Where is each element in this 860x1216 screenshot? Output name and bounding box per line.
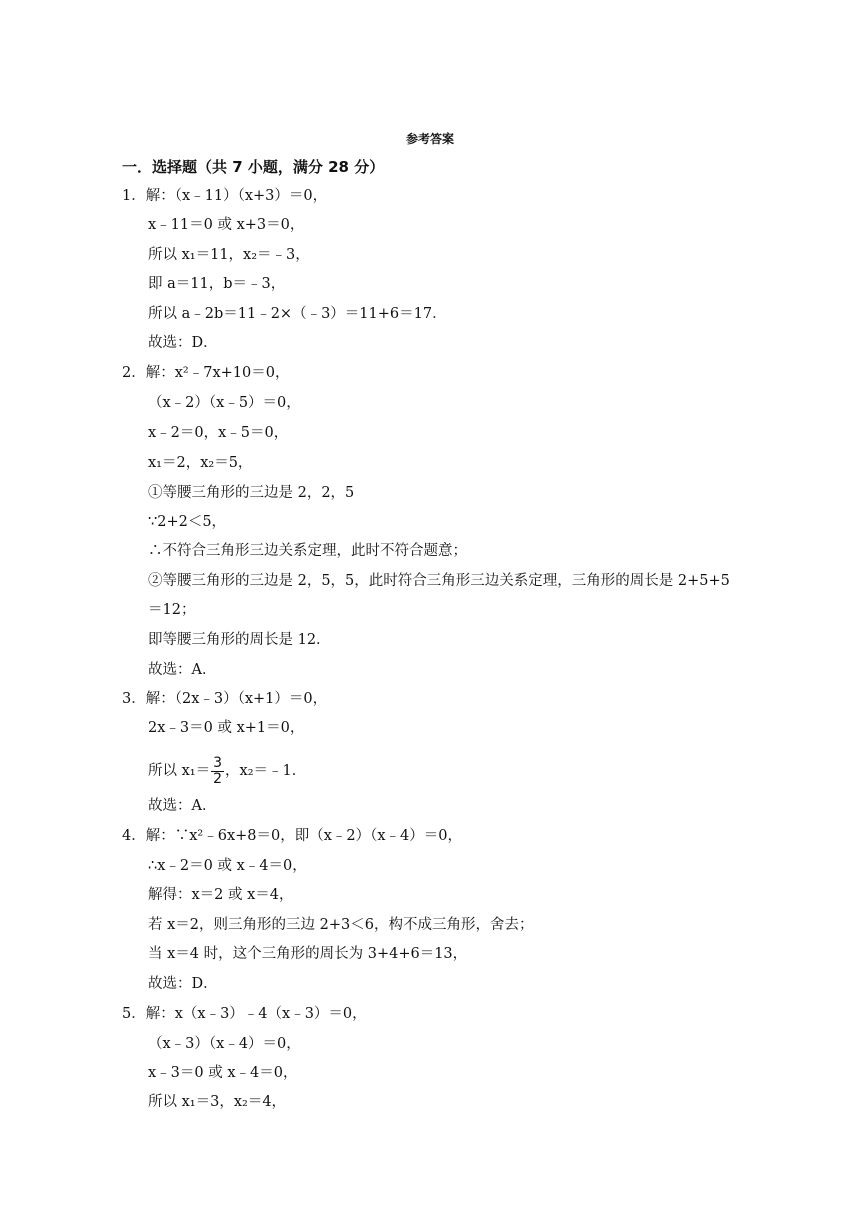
q4-line-4: 若 x＝2，则三角形的三边 2+3＜6，构不成三角形，舍去； bbox=[148, 917, 534, 933]
q1-line-3: 所以 x₁＝11，x₂＝﹣3， bbox=[148, 247, 310, 263]
q2-line-1: 2．解：x²﹣7x+10＝0， bbox=[122, 365, 290, 381]
q2-line-6: ∵2+2＜5， bbox=[148, 514, 227, 530]
q4-line-3: 解得：x＝2 或 x＝4， bbox=[148, 887, 294, 903]
q4-line-1: 4．解：∵x²﹣6x+8＝0，即（x﹣2）（x﹣4）＝0， bbox=[122, 828, 462, 844]
q4-line-5: 当 x＝4 时，这个三角形的周长为 3+4+6＝13， bbox=[148, 946, 468, 962]
q5-line-3: x﹣3＝0 或 x﹣4＝0， bbox=[148, 1065, 298, 1081]
q2-line-10: 即等腰三角形的周长是 12． bbox=[148, 632, 331, 648]
fraction-denominator: 2 bbox=[213, 770, 223, 787]
q5-line-4: 所以 x₁＝3，x₂＝4， bbox=[148, 1094, 287, 1110]
q2-line-7: ∴不符合三角形三边关系定理，此时不符合题意； bbox=[148, 543, 467, 559]
q1-line-6: 故选：D． bbox=[148, 335, 218, 351]
q2-line-4: x₁＝2，x₂＝5， bbox=[148, 455, 253, 471]
q1-line-1: 1．解：（x﹣11）（x+3）＝0， bbox=[122, 188, 328, 204]
fraction bbox=[211, 756, 224, 787]
q3-line-3-suffix: ，x₂＝﹣1． bbox=[225, 763, 307, 779]
page-title: 参考答案 bbox=[405, 132, 454, 146]
q1-line-5: 所以 a﹣2b＝11﹣2×（﹣3）＝11+6＝17． bbox=[148, 306, 447, 322]
q2-line-9: ＝12； bbox=[148, 602, 196, 618]
q1-line-2: x﹣11＝0 或 x+3＝0， bbox=[148, 217, 305, 233]
q1-line-4: 即 a＝11，b＝﹣3， bbox=[148, 276, 286, 292]
section-heading: 一．选择题（共 7 小题，满分 28 分） bbox=[122, 158, 385, 176]
q5-line-1: 5．解：x（x﹣3）﹣4（x﹣3）＝0， bbox=[122, 1006, 367, 1022]
fraction-numerator: 3 bbox=[213, 754, 223, 771]
q3-line-1: 3．解：（2x﹣3）（x+1）＝0， bbox=[122, 691, 328, 707]
q3-line-3-prefix: 所以 x₁＝ bbox=[148, 763, 211, 779]
q3-line-4: 故选：A． bbox=[148, 798, 217, 814]
q2-line-11: 故选：A． bbox=[148, 662, 217, 678]
q2-line-2: （x﹣2）（x﹣5）＝0， bbox=[148, 395, 301, 411]
q4-line-2: ∴x﹣2＝0 或 x﹣4＝0， bbox=[148, 858, 307, 874]
q2-line-3: x﹣2＝0，x﹣5＝0， bbox=[148, 425, 289, 441]
q3-line-3 bbox=[148, 754, 306, 788]
q4-line-6: 故选：D． bbox=[148, 976, 218, 992]
q2-line-8: ②等腰三角形的三边是 2，5，5，此时符合三角形三边关系定理，三角形的周长是 2+5+5 bbox=[148, 573, 730, 589]
q2-line-5: ①等腰三角形的三边是 2，2，5 bbox=[148, 485, 355, 501]
q5-line-2: （x﹣3）（x﹣4）＝0， bbox=[148, 1036, 301, 1052]
q3-line-2: 2x﹣3＝0 或 x+1＝0， bbox=[148, 720, 305, 736]
